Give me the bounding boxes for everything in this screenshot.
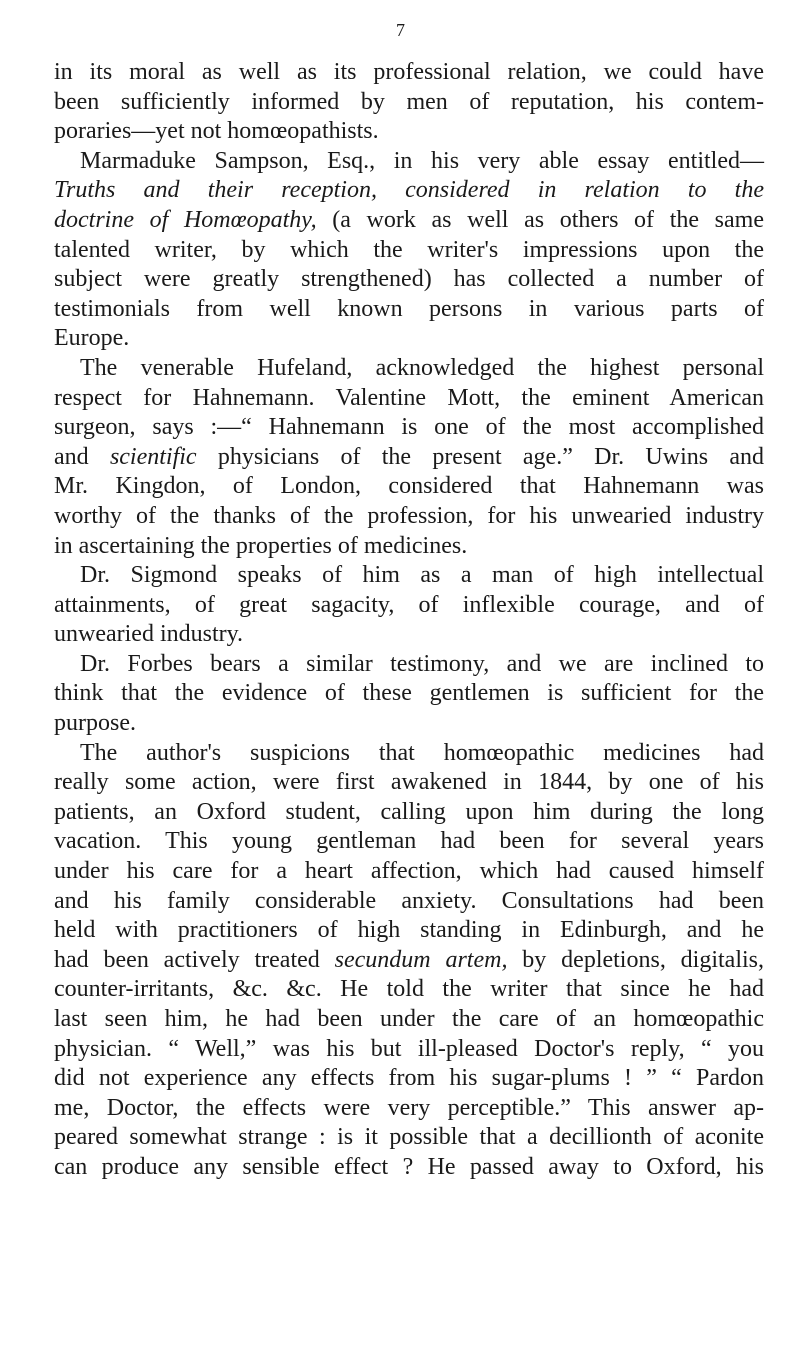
text-run: Dr. Sigmond speaks of him as a man of high intellectual [80,562,764,589]
text-line [54,117,764,147]
text-run: held with practitioners of high standing in Edinburgh, and he [54,917,764,944]
text-line [54,324,764,354]
text-line [54,709,764,739]
text-line [54,502,764,532]
text-line [54,561,764,591]
text-run: really some action, were first awakened in 1844, by one of his [54,769,764,796]
text-line [54,650,764,680]
text-line [54,620,764,650]
text-line [54,1123,764,1153]
text-line [54,1064,764,1094]
italic-text: Truths and their reception, considered in relation to the [54,177,764,204]
text-run: subject were greatly strengthened) has collected a number of [54,266,764,293]
text-line [54,946,764,976]
italic-text: secundum artem, [334,946,508,973]
text-run: last seen him, he had been under the care of an homœopathic [54,1006,764,1032]
text-line [54,176,764,206]
text-line [54,265,764,295]
text-run: purpose. [54,710,136,737]
text-line [54,679,764,709]
text-line [54,591,764,621]
italic-text: scientific [109,443,197,470]
text-line [54,384,764,414]
text-line [54,147,764,177]
text-run: talented writer, by which the writer's impressions upon the [54,236,764,263]
text-run: attainments, of great sagacity, of inflexible courage, and of [54,591,764,618]
text-line [54,975,764,1005]
text-line [54,1153,764,1183]
text-run: poraries—yet not homœopathists. [54,118,379,145]
text-line [54,58,764,88]
page-number: 7 [396,20,405,40]
text-line [54,295,764,325]
text-line [54,887,764,917]
text-run: The venerable Hufeland, acknowledged the highest personal [80,354,764,381]
text-run: Mr. Kingdon, of London, considered that Hahnemann was [54,473,764,500]
body-text [54,58,764,1183]
text-run: vacation. This young gentleman had been for several years [54,828,764,855]
text-line [54,1005,764,1035]
text-run: and his family considerable anxiety. Consultations had been [54,887,764,914]
text-run: been sufficiently informed by men of reputation, his contem- [54,88,764,115]
text-run: in its moral as well as its professional relation, we could have [54,59,764,85]
text-run: under his care for a heart affection, which had caused himself [54,858,764,885]
text-line [54,236,764,266]
text-line [54,206,764,236]
text-run: physician. “ Well,” was his but ill-pleased Doctor's reply, “ you [54,1035,764,1062]
text-run: in ascertaining the properties of medicines. [54,532,468,559]
text-run: had been actively treated [54,946,335,973]
text-run: by depletions, digitalis, [507,946,764,973]
text-run: Dr. Forbes bears a similar testimony, and we are inclined to [80,650,764,677]
text-run: testimonials from well known persons in various parts of [54,295,764,322]
text-run: Europe. [54,325,130,352]
text-run: did not experience any effects from his sugar-plums ! ” “ Pardon [54,1065,764,1092]
text-line [54,857,764,887]
text-line [54,916,764,946]
text-run: Marmaduke Sampson, Esq., in his very able essay entitled— [80,147,764,174]
text-run: The author's suspicions that homœopathic medicines had [80,739,764,766]
text-run: and [54,443,110,470]
text-run: respect for Hahnemann. Valentine Mott, the eminent American [54,384,764,411]
text-line [54,1035,764,1065]
text-run: can produce any sensible effect ? He passed away to Oxford, his [54,1153,764,1180]
text-run: physicians of the present age.” Dr. Uwins and [196,443,765,470]
text-line [54,354,764,384]
text-line [54,1094,764,1124]
text-line [54,88,764,118]
text-run: me, Doctor, the effects were very perceptible.” This answer ap- [54,1094,764,1121]
text-line [54,739,764,769]
text-run: counter-irritants, &c. &c. He told the writer that since he had [54,976,764,1003]
text-line [54,768,764,798]
italic-text: doctrine of Homœopathy, [54,206,317,233]
text-run: peared somewhat strange : is it possible that a decillionth of aconite [54,1124,764,1151]
text-run: (a work as well as others of the same [316,206,764,233]
text-line [54,827,764,857]
text-run: think that the evidence of these gentlemen is sufficient for the [54,680,764,707]
text-line [54,472,764,502]
text-run: patients, an Oxford student, calling upon him during the long [54,798,764,825]
text-line [54,798,764,828]
text-run: worthy of the thanks of the profession, for his unwearied industry [54,502,764,529]
text-line [54,443,764,473]
text-line [54,532,764,562]
text-run: surgeon, says :—“ Hahnemann is one of the most accomplished [54,414,764,441]
text-line [54,413,764,443]
text-run: unwearied industry. [54,621,244,648]
